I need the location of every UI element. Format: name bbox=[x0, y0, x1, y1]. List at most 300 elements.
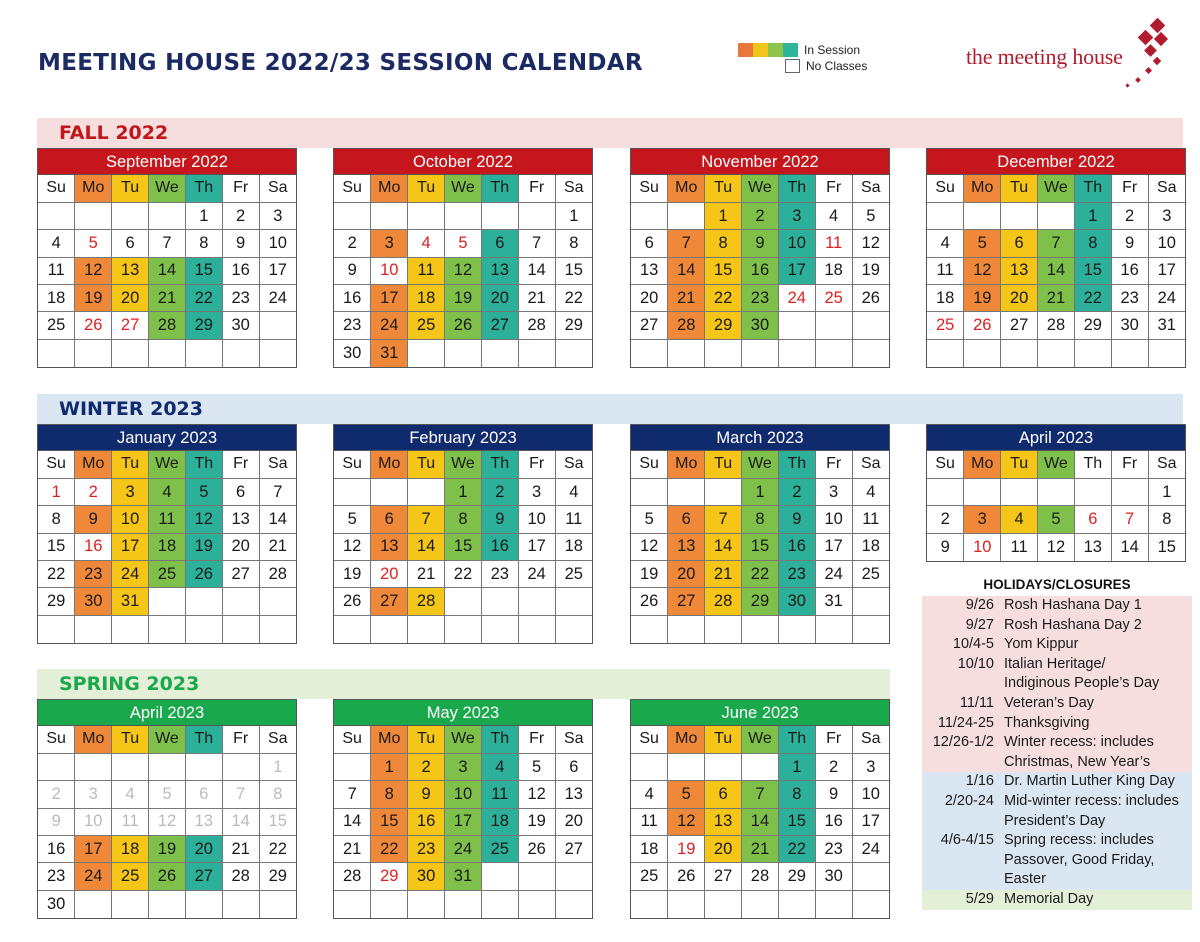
holiday-row bbox=[922, 674, 1192, 694]
day-cell: 22 bbox=[1074, 285, 1111, 312]
day-cell: 13 bbox=[1001, 257, 1038, 284]
day-cell: 22 bbox=[705, 285, 742, 312]
day-cell: 3 bbox=[371, 230, 408, 257]
day-cell: 27 bbox=[1001, 312, 1038, 339]
holiday-row bbox=[922, 890, 1192, 910]
day-cell bbox=[1074, 478, 1111, 505]
day-cell: 1 bbox=[742, 478, 779, 505]
day-cell: 10 bbox=[815, 506, 852, 533]
day-cell: 23 bbox=[222, 285, 259, 312]
weekday-header: Th bbox=[1074, 451, 1111, 478]
day-cell bbox=[631, 202, 668, 229]
day-cell bbox=[964, 202, 1001, 229]
day-cell: 4 bbox=[555, 478, 592, 505]
day-cell: 6 bbox=[185, 781, 222, 808]
day-cell bbox=[185, 588, 222, 615]
weekday-header: Mo bbox=[75, 726, 112, 753]
weekday-header: Sa bbox=[1148, 175, 1185, 202]
day-cell: 19 bbox=[964, 285, 1001, 312]
day-cell: 6 bbox=[1074, 506, 1111, 533]
day-cell: 7 bbox=[668, 230, 705, 257]
day-cell: 4 bbox=[38, 230, 75, 257]
day-cell bbox=[112, 339, 149, 366]
day-cell: 20 bbox=[185, 836, 222, 863]
day-cell bbox=[668, 339, 705, 366]
day-cell: 2 bbox=[38, 781, 75, 808]
day-cell: 11 bbox=[555, 506, 592, 533]
day-cell: 3 bbox=[852, 753, 889, 780]
day-cell: 31 bbox=[1148, 312, 1185, 339]
day-cell: 11 bbox=[149, 506, 186, 533]
holiday-date: 9/26 bbox=[965, 597, 994, 613]
month-grid bbox=[631, 726, 889, 918]
holiday-row bbox=[922, 851, 1192, 871]
day-cell: 26 bbox=[149, 863, 186, 890]
day-cell: 22 bbox=[445, 561, 482, 588]
day-cell: 7 bbox=[259, 478, 296, 505]
day-cell: 4 bbox=[408, 230, 445, 257]
day-cell: 13 bbox=[705, 808, 742, 835]
day-cell: 23 bbox=[815, 836, 852, 863]
day-cell bbox=[149, 339, 186, 366]
weekday-header: Mo bbox=[371, 726, 408, 753]
day-cell: 17 bbox=[1148, 257, 1185, 284]
day-cell: 28 bbox=[408, 588, 445, 615]
day-cell: 26 bbox=[631, 588, 668, 615]
day-cell: 24 bbox=[518, 561, 555, 588]
day-cell: 12 bbox=[334, 533, 371, 560]
day-cell bbox=[852, 615, 889, 642]
day-cell: 8 bbox=[778, 781, 815, 808]
weekday-header: We bbox=[742, 726, 779, 753]
weekday-header: Su bbox=[38, 726, 75, 753]
day-cell: 23 bbox=[38, 863, 75, 890]
weekday-header: Sa bbox=[852, 175, 889, 202]
weekday-header: Fr bbox=[1111, 175, 1148, 202]
day-cell: 3 bbox=[112, 478, 149, 505]
day-cell: 28 bbox=[149, 312, 186, 339]
day-cell: 10 bbox=[852, 781, 889, 808]
day-cell: 31 bbox=[815, 588, 852, 615]
day-cell bbox=[112, 202, 149, 229]
day-cell: 24 bbox=[1148, 285, 1185, 312]
day-cell bbox=[631, 753, 668, 780]
day-cell: 6 bbox=[222, 478, 259, 505]
day-cell: 18 bbox=[38, 285, 75, 312]
day-cell: 21 bbox=[668, 285, 705, 312]
day-cell: 2 bbox=[927, 506, 964, 533]
month-title: June 2023 bbox=[631, 700, 889, 726]
weekday-header: We bbox=[149, 175, 186, 202]
day-cell: 22 bbox=[185, 285, 222, 312]
day-cell: 30 bbox=[38, 890, 75, 917]
day-cell: 26 bbox=[334, 588, 371, 615]
day-cell bbox=[1038, 478, 1075, 505]
season-label: WINTER 2023 bbox=[59, 398, 203, 420]
day-cell: 5 bbox=[334, 506, 371, 533]
day-cell: 18 bbox=[631, 836, 668, 863]
holiday-date: 9/27 bbox=[965, 616, 994, 633]
day-cell: 11 bbox=[38, 257, 75, 284]
day-cell: 27 bbox=[555, 836, 592, 863]
day-cell: 7 bbox=[1111, 506, 1148, 533]
day-cell bbox=[334, 753, 371, 780]
day-cell: 18 bbox=[927, 285, 964, 312]
holiday-name: Memorial Day bbox=[1004, 890, 1094, 907]
day-cell: 1 bbox=[1074, 202, 1111, 229]
day-cell: 5 bbox=[149, 781, 186, 808]
day-cell: 10 bbox=[259, 230, 296, 257]
day-cell: 21 bbox=[518, 285, 555, 312]
day-cell: 21 bbox=[222, 836, 259, 863]
brand-diamond-logo-icon bbox=[1118, 18, 1178, 94]
day-cell: 19 bbox=[518, 808, 555, 835]
day-cell: 10 bbox=[964, 533, 1001, 560]
day-cell: 6 bbox=[668, 506, 705, 533]
day-cell: 11 bbox=[927, 257, 964, 284]
season-header-spring bbox=[37, 669, 890, 699]
weekday-header: Mo bbox=[668, 451, 705, 478]
weekday-header: Th bbox=[185, 451, 222, 478]
weekday-header: Fr bbox=[815, 726, 852, 753]
day-cell bbox=[1001, 478, 1038, 505]
holiday-row bbox=[922, 655, 1192, 675]
day-cell: 9 bbox=[334, 257, 371, 284]
holiday-name: Winter recess: includes bbox=[1004, 734, 1154, 751]
day-cell: 23 bbox=[75, 561, 112, 588]
month-grid bbox=[334, 175, 592, 367]
weekday-header: Su bbox=[927, 175, 964, 202]
day-cell bbox=[778, 339, 815, 366]
day-cell: 24 bbox=[259, 285, 296, 312]
holiday-row bbox=[922, 831, 1192, 851]
day-cell: 4 bbox=[631, 781, 668, 808]
day-cell: 16 bbox=[334, 285, 371, 312]
weekday-header: Th bbox=[778, 726, 815, 753]
day-cell: 15 bbox=[705, 257, 742, 284]
day-cell: 21 bbox=[1038, 285, 1075, 312]
day-cell: 31 bbox=[445, 863, 482, 890]
day-cell bbox=[371, 615, 408, 642]
weekday-header: Fr bbox=[815, 175, 852, 202]
month-title: March 2023 bbox=[631, 425, 889, 451]
day-cell: 4 bbox=[852, 478, 889, 505]
weekday-header: Sa bbox=[259, 175, 296, 202]
holiday-name: Easter bbox=[1004, 871, 1046, 888]
legend-in-session bbox=[738, 42, 867, 58]
day-cell: 22 bbox=[742, 561, 779, 588]
day-cell bbox=[112, 890, 149, 917]
holiday-date: 10/4-5 bbox=[952, 636, 994, 653]
day-cell bbox=[112, 753, 149, 780]
day-cell: 8 bbox=[1148, 506, 1185, 533]
weekday-header: Su bbox=[631, 451, 668, 478]
weekday-header: Th bbox=[481, 726, 518, 753]
holiday-name: Yom Kippur bbox=[1004, 636, 1079, 653]
day-cell: 11 bbox=[112, 808, 149, 835]
day-cell: 13 bbox=[112, 257, 149, 284]
day-cell bbox=[1038, 339, 1075, 366]
day-cell: 3 bbox=[75, 781, 112, 808]
month-calendar bbox=[333, 699, 593, 919]
day-cell bbox=[964, 478, 1001, 505]
day-cell: 21 bbox=[149, 285, 186, 312]
day-cell bbox=[778, 312, 815, 339]
day-cell bbox=[668, 615, 705, 642]
day-cell: 27 bbox=[481, 312, 518, 339]
weekday-header: Th bbox=[185, 175, 222, 202]
day-cell: 15 bbox=[1148, 533, 1185, 560]
day-cell: 8 bbox=[38, 506, 75, 533]
day-cell: 22 bbox=[555, 285, 592, 312]
day-cell bbox=[742, 615, 779, 642]
weekday-header: We bbox=[445, 451, 482, 478]
weekday-header: Su bbox=[927, 451, 964, 478]
day-cell: 9 bbox=[742, 230, 779, 257]
day-cell: 22 bbox=[259, 836, 296, 863]
holiday-row bbox=[922, 596, 1192, 616]
holiday-row bbox=[922, 812, 1192, 832]
weekday-header: Tu bbox=[112, 451, 149, 478]
day-cell bbox=[259, 588, 296, 615]
day-cell: 18 bbox=[149, 533, 186, 560]
day-cell: 15 bbox=[555, 257, 592, 284]
day-cell bbox=[631, 478, 668, 505]
day-cell bbox=[222, 890, 259, 917]
day-cell: 19 bbox=[852, 257, 889, 284]
holiday-row bbox=[922, 635, 1192, 655]
day-cell bbox=[518, 890, 555, 917]
day-cell: 4 bbox=[481, 753, 518, 780]
day-cell: 13 bbox=[371, 533, 408, 560]
day-cell: 16 bbox=[38, 836, 75, 863]
holidays-list bbox=[922, 596, 1192, 910]
day-cell: 11 bbox=[815, 230, 852, 257]
holiday-name: Spring recess: includes bbox=[1004, 832, 1154, 849]
day-cell bbox=[371, 478, 408, 505]
day-cell: 7 bbox=[705, 506, 742, 533]
day-cell: 28 bbox=[668, 312, 705, 339]
day-cell bbox=[38, 753, 75, 780]
holiday-name: Rosh Hashana Day 2 bbox=[1004, 616, 1142, 633]
day-cell: 13 bbox=[185, 808, 222, 835]
legend-no-classes bbox=[738, 58, 867, 74]
day-cell bbox=[334, 478, 371, 505]
weekday-header: Sa bbox=[259, 726, 296, 753]
day-cell bbox=[334, 615, 371, 642]
weekday-header: Th bbox=[1074, 175, 1111, 202]
month-calendar bbox=[37, 148, 297, 368]
month-calendar bbox=[333, 424, 593, 644]
legend-swatch-we bbox=[768, 43, 783, 57]
day-cell: 26 bbox=[185, 561, 222, 588]
day-cell bbox=[185, 339, 222, 366]
day-cell: 3 bbox=[815, 478, 852, 505]
day-cell: 29 bbox=[555, 312, 592, 339]
day-cell bbox=[185, 753, 222, 780]
day-cell: 15 bbox=[371, 808, 408, 835]
weekday-header: Su bbox=[631, 726, 668, 753]
holiday-name: Thanksgiving bbox=[1004, 714, 1090, 731]
day-cell bbox=[408, 202, 445, 229]
day-cell: 27 bbox=[668, 588, 705, 615]
day-cell: 19 bbox=[631, 561, 668, 588]
day-cell: 15 bbox=[445, 533, 482, 560]
day-cell: 10 bbox=[1148, 230, 1185, 257]
day-cell: 28 bbox=[742, 863, 779, 890]
weekday-header: Sa bbox=[555, 175, 592, 202]
weekday-header: Tu bbox=[408, 451, 445, 478]
weekday-header: Su bbox=[631, 175, 668, 202]
day-cell bbox=[852, 863, 889, 890]
day-cell bbox=[668, 478, 705, 505]
day-cell: 31 bbox=[371, 339, 408, 366]
day-cell bbox=[927, 478, 964, 505]
day-cell: 9 bbox=[38, 808, 75, 835]
weekday-header: Th bbox=[481, 451, 518, 478]
day-cell: 10 bbox=[445, 781, 482, 808]
weekday-header: We bbox=[1038, 175, 1075, 202]
weekday-header: Tu bbox=[1001, 451, 1038, 478]
day-cell: 30 bbox=[334, 339, 371, 366]
weekday-header: Sa bbox=[555, 726, 592, 753]
day-cell bbox=[149, 615, 186, 642]
day-cell: 15 bbox=[38, 533, 75, 560]
weekday-header: We bbox=[742, 175, 779, 202]
weekday-header: Tu bbox=[705, 175, 742, 202]
weekday-header: We bbox=[445, 175, 482, 202]
day-cell: 9 bbox=[222, 230, 259, 257]
day-cell: 16 bbox=[222, 257, 259, 284]
day-cell: 29 bbox=[742, 588, 779, 615]
weekday-header: We bbox=[445, 726, 482, 753]
day-cell: 15 bbox=[778, 808, 815, 835]
weekday-header: Tu bbox=[112, 175, 149, 202]
day-cell: 20 bbox=[555, 808, 592, 835]
day-cell: 1 bbox=[38, 478, 75, 505]
holiday-name: Dr. Martin Luther King Day bbox=[1004, 773, 1175, 790]
weekday-header: Su bbox=[334, 451, 371, 478]
day-cell bbox=[445, 615, 482, 642]
day-cell: 13 bbox=[631, 257, 668, 284]
holiday-row bbox=[922, 616, 1192, 636]
day-cell: 17 bbox=[815, 533, 852, 560]
weekday-header: We bbox=[742, 451, 779, 478]
day-cell: 14 bbox=[149, 257, 186, 284]
day-cell bbox=[668, 890, 705, 917]
day-cell: 1 bbox=[259, 753, 296, 780]
day-cell: 7 bbox=[334, 781, 371, 808]
day-cell: 17 bbox=[259, 257, 296, 284]
day-cell: 6 bbox=[631, 230, 668, 257]
day-cell: 11 bbox=[852, 506, 889, 533]
day-cell: 8 bbox=[445, 506, 482, 533]
month-calendar bbox=[630, 148, 890, 368]
day-cell: 4 bbox=[927, 230, 964, 257]
day-cell bbox=[371, 890, 408, 917]
day-cell: 7 bbox=[222, 781, 259, 808]
day-cell: 16 bbox=[1111, 257, 1148, 284]
day-cell: 13 bbox=[1074, 533, 1111, 560]
month-grid bbox=[334, 726, 592, 918]
day-cell bbox=[75, 339, 112, 366]
day-cell: 18 bbox=[555, 533, 592, 560]
weekday-header: We bbox=[1038, 451, 1075, 478]
day-cell: 9 bbox=[75, 506, 112, 533]
weekday-header: Fr bbox=[1111, 451, 1148, 478]
day-cell bbox=[408, 478, 445, 505]
holiday-date: 10/10 bbox=[957, 655, 994, 672]
day-cell: 22 bbox=[371, 836, 408, 863]
day-cell: 21 bbox=[705, 561, 742, 588]
weekday-header: Tu bbox=[705, 451, 742, 478]
day-cell: 5 bbox=[964, 230, 1001, 257]
day-cell: 8 bbox=[742, 506, 779, 533]
weekday-header: Tu bbox=[705, 726, 742, 753]
day-cell: 23 bbox=[742, 285, 779, 312]
day-cell: 25 bbox=[555, 561, 592, 588]
day-cell: 26 bbox=[445, 312, 482, 339]
day-cell: 17 bbox=[778, 257, 815, 284]
day-cell: 27 bbox=[185, 863, 222, 890]
month-grid bbox=[927, 451, 1185, 561]
day-cell: 20 bbox=[705, 836, 742, 863]
day-cell: 7 bbox=[408, 506, 445, 533]
day-cell: 1 bbox=[778, 753, 815, 780]
weekday-header: Th bbox=[481, 175, 518, 202]
day-cell: 15 bbox=[259, 808, 296, 835]
holiday-row bbox=[922, 694, 1192, 714]
day-cell bbox=[1038, 202, 1075, 229]
day-cell bbox=[445, 339, 482, 366]
day-cell: 25 bbox=[149, 561, 186, 588]
day-cell: 20 bbox=[1001, 285, 1038, 312]
day-cell: 1 bbox=[1148, 478, 1185, 505]
day-cell: 14 bbox=[668, 257, 705, 284]
day-cell bbox=[222, 588, 259, 615]
day-cell: 6 bbox=[555, 753, 592, 780]
weekday-header: Fr bbox=[222, 175, 259, 202]
day-cell: 17 bbox=[75, 836, 112, 863]
day-cell: 12 bbox=[964, 257, 1001, 284]
day-cell: 7 bbox=[742, 781, 779, 808]
day-cell: 12 bbox=[149, 808, 186, 835]
weekday-header: We bbox=[149, 451, 186, 478]
day-cell: 13 bbox=[222, 506, 259, 533]
day-cell: 9 bbox=[408, 781, 445, 808]
day-cell: 30 bbox=[742, 312, 779, 339]
day-cell: 7 bbox=[1038, 230, 1075, 257]
day-cell: 21 bbox=[408, 561, 445, 588]
day-cell: 8 bbox=[185, 230, 222, 257]
day-cell bbox=[705, 615, 742, 642]
day-cell bbox=[852, 339, 889, 366]
day-cell: 12 bbox=[852, 230, 889, 257]
month-calendar bbox=[926, 148, 1186, 368]
day-cell: 16 bbox=[481, 533, 518, 560]
day-cell bbox=[705, 753, 742, 780]
day-cell bbox=[334, 890, 371, 917]
day-cell: 20 bbox=[668, 561, 705, 588]
day-cell bbox=[927, 202, 964, 229]
weekday-header: We bbox=[149, 726, 186, 753]
day-cell: 17 bbox=[852, 808, 889, 835]
day-cell bbox=[408, 339, 445, 366]
day-cell bbox=[445, 890, 482, 917]
legend-swatch-tu bbox=[753, 43, 768, 57]
day-cell bbox=[705, 478, 742, 505]
day-cell bbox=[742, 753, 779, 780]
